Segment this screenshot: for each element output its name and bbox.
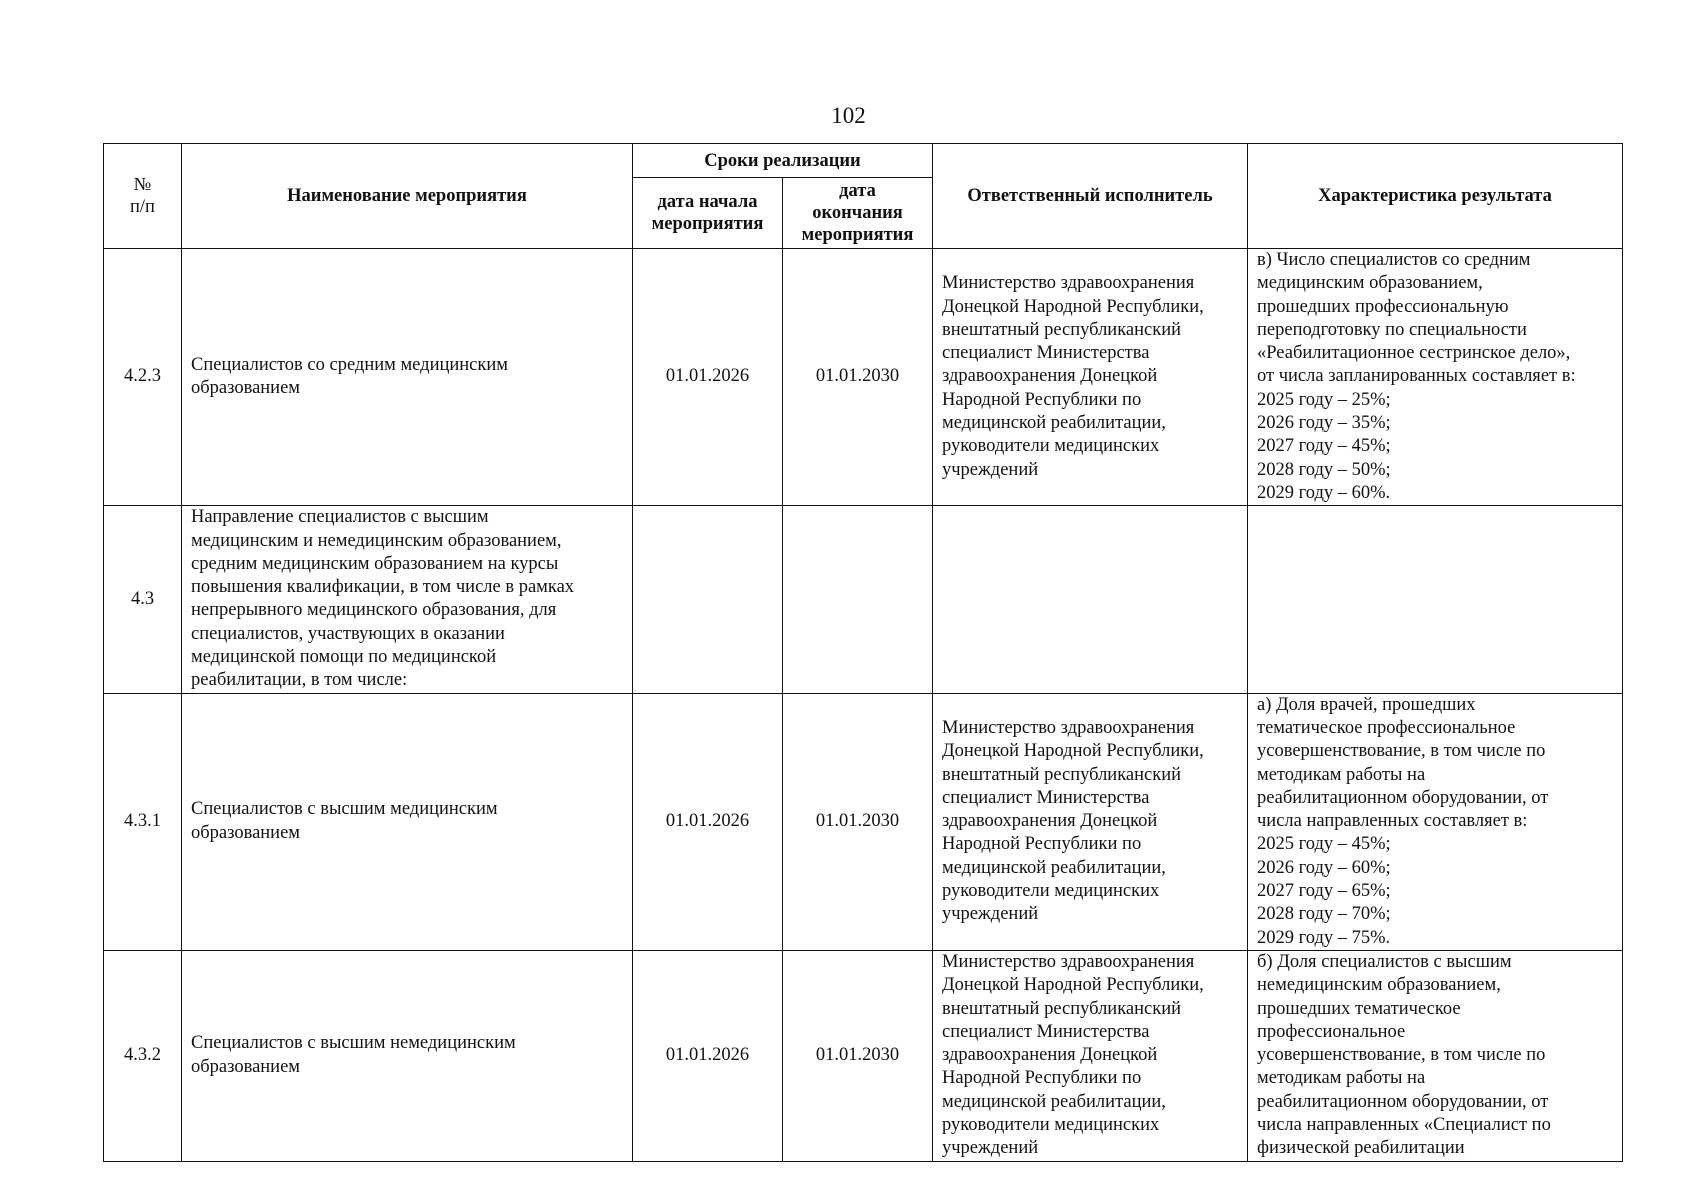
header-end-date: дата окончания мероприятия <box>783 178 933 249</box>
table-header-row <box>104 144 1623 178</box>
table-row <box>104 693 1623 950</box>
row-activity-name: Специалистов с высшим медицинским образованием <box>182 693 633 950</box>
row-result <box>1248 506 1623 693</box>
row-number: 4.3.2 <box>104 950 182 1161</box>
header-implementation-terms: Сроки реализации <box>633 144 933 178</box>
row-executor: Министерство здравоохранения Донецкой Народной Республики, внештатный республиканский специалист Министерства здравоохранения Донецкой Народной Республики по медицинской реабилитации, руководители медицинских учреждений <box>933 950 1248 1161</box>
row-end-date: 01.01.2030 <box>783 950 933 1161</box>
row-executor: Министерство здравоохранения Донецкой Народной Республики, внештатный республиканский специалист Министерства здравоохранения Донецкой Народной Республики по медицинской реабилитации, руководители медицинских учреждений <box>933 693 1248 950</box>
row-result: б) Доля специалистов с высшим немедицинским образованием, прошедших тематическое профессиональное усовершенствование, в том числе по методикам работы на реабилитационном оборудовании, от числа направленных «Специалист по физической реабилитации <box>1248 950 1623 1161</box>
header-number: № п/п <box>104 144 182 249</box>
row-end-date <box>783 506 933 693</box>
row-executor <box>933 506 1248 693</box>
row-end-date: 01.01.2030 <box>783 249 933 506</box>
row-start-date: 01.01.2026 <box>633 693 783 950</box>
row-start-date: 01.01.2026 <box>633 950 783 1161</box>
row-number: 4.2.3 <box>104 249 182 506</box>
header-activity-name: Наименование мероприятия <box>182 144 633 249</box>
table-row <box>104 950 1623 1161</box>
row-activity-name: Направление специалистов с высшим медицинским и немедицинским образованием, средним медицинским образованием на курсы повышения квалификации, в том числе в рамках непрерывного медицинского образования, для специалистов, участвующих в оказании медицинской помощи по медицинской реабилитации, в том числе: <box>182 506 633 693</box>
implementation-plan-table <box>103 143 1623 1162</box>
header-responsible-executor: Ответственный исполнитель <box>933 144 1248 249</box>
row-result: в) Число специалистов со средним медицинским образованием, прошедших профессиональную переподготовку по специальности «Реабилитационное сестринское дело», от числа запланированных составляет в: 2025 году – 25%; 2026 году – 35%; 2027 году – 45%; 2028 году – 50%; 2029 году – 60%. <box>1248 249 1623 506</box>
table-row <box>104 249 1623 506</box>
row-start-date: 01.01.2026 <box>633 249 783 506</box>
row-end-date: 01.01.2030 <box>783 693 933 950</box>
row-result: а) Доля врачей, прошедших тематическое профессиональное усовершенствование, в том числе по методикам работы на реабилитационном оборудовании, от числа направленных составляет в: 2025 году – 45%; 2026 году – 60%; 2027 году – 65%; 2028 году – 70%; 2029 году – 75%. <box>1248 693 1623 950</box>
row-executor: Министерство здравоохранения Донецкой Народной Республики, внештатный республиканский специалист Министерства здравоохранения Донецкой Народной Республики по медицинской реабилитации, руководители медицинских учреждений <box>933 249 1248 506</box>
row-number: 4.3.1 <box>104 693 182 950</box>
page-number: 102 <box>831 103 866 128</box>
header-result-description: Характеристика результата <box>1248 144 1623 249</box>
header-start-date: дата начала мероприятия <box>633 178 783 249</box>
row-activity-name: Специалистов со средним медицинским образованием <box>182 249 633 506</box>
row-start-date <box>633 506 783 693</box>
row-number: 4.3 <box>104 506 182 693</box>
table-row <box>104 506 1623 693</box>
row-activity-name: Специалистов с высшим немедицинским образованием <box>182 950 633 1161</box>
